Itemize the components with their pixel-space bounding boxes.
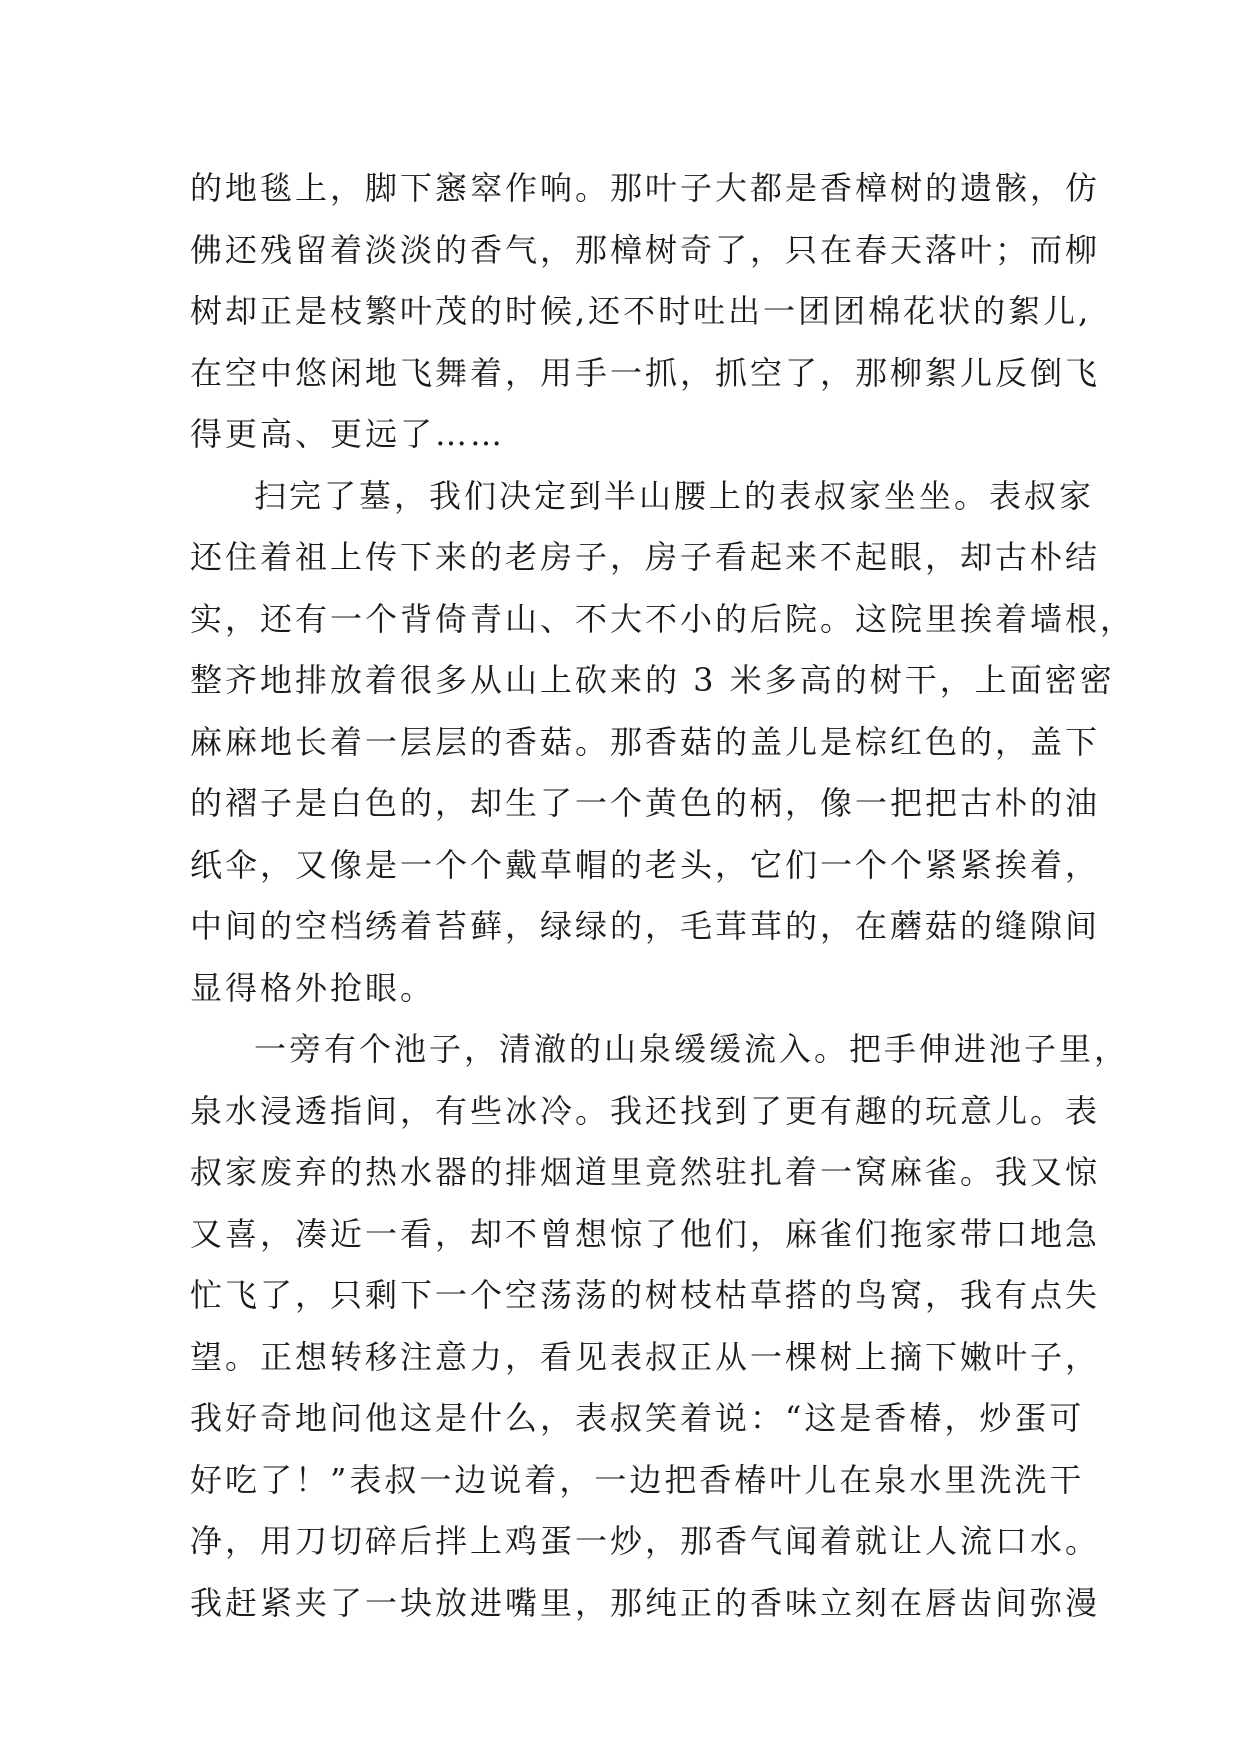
text-line: 树却正是枝繁叶茂的时候,还不时吐出一团团棉花状的絮儿, — [190, 292, 1092, 330]
text-line: 整齐地排放着很多从山上砍来的 3 米多高的树干，上面密密 — [190, 661, 1115, 699]
text-line: 忙飞了，只剩下一个空荡荡的树枝枯草搭的鸟窝，我有点失 — [190, 1276, 1101, 1314]
text-line: 显得格外抢眼。 — [190, 968, 436, 1007]
text-line: 实，还有一个背倚青山、不大不小的后院。这院里挨着墙根， — [190, 599, 1136, 638]
text-line: 好吃了！”表叔一边说着，一边把香椿叶儿在泉水里洗洗干 — [190, 1460, 1085, 1499]
text-line: 在空中悠闲地飞舞着，用手一抓，抓空了，那柳絮儿反倒飞 — [190, 353, 1101, 392]
text-line: 泉水浸透指间，有些冰冷。我还找到了更有趣的玩意儿。表 — [190, 1091, 1101, 1130]
text-line: 我好奇地问他这是什么，表叔笑着说：“这是香椿，炒蛋可 — [190, 1399, 1085, 1437]
text-line: 佛还残留着淡淡的香气，那樟树奇了，只在春天落叶；而柳 — [190, 230, 1101, 269]
text-line: 麻麻地长着一层层的香菇。那香菇的盖儿是棕红色的，盖下 — [190, 722, 1101, 761]
text-line: 纸伞，又像是一个个戴草帽的老头，它们一个个紧紧挨着， — [190, 845, 1101, 884]
text-line: 叔家废弃的热水器的排烟道里竟然驻扎着一窝麻雀。我又惊 — [190, 1153, 1101, 1191]
text-line: 的褶子是白色的，却生了一个黄色的柄，像一把把古朴的油 — [190, 784, 1101, 822]
text-line: 望。正想转移注意力，看见表叔正从一棵树上摘下嫩叶子， — [190, 1337, 1101, 1376]
text-line: 得更高、更远了…… — [190, 415, 506, 453]
text-line: 我赶紧夹了一块放进嘴里，那纯正的香味立刻在唇齿间弥漫 — [190, 1583, 1101, 1622]
paragraph-start-line: 扫完了墓，我们决定到半山腰上的表叔家坐坐。表叔家 — [254, 476, 1095, 515]
text-line: 还住着祖上传下来的老房子，房子看起来不起眼，却古朴结 — [190, 538, 1101, 576]
text-line: 中间的空档绣着苔藓，绿绿的，毛茸茸的，在蘑菇的缝隙间 — [190, 907, 1101, 945]
text-line: 的地毯上，脚下窸窣作响。那叶子大都是香樟树的遗骸，仿 — [190, 169, 1101, 207]
text-line: 净，用刀切碎后拌上鸡蛋一炒，那香气闻着就让人流口水。 — [190, 1522, 1101, 1560]
paragraph-start-line: 一旁有个池子，清澈的山泉缓缓流入。把手伸进池子里， — [254, 1030, 1130, 1068]
document-body — [190, 158, 1136, 1634]
text-line: 又喜，凑近一看，却不曾想惊了他们，麻雀们拖家带口地急 — [190, 1214, 1101, 1253]
